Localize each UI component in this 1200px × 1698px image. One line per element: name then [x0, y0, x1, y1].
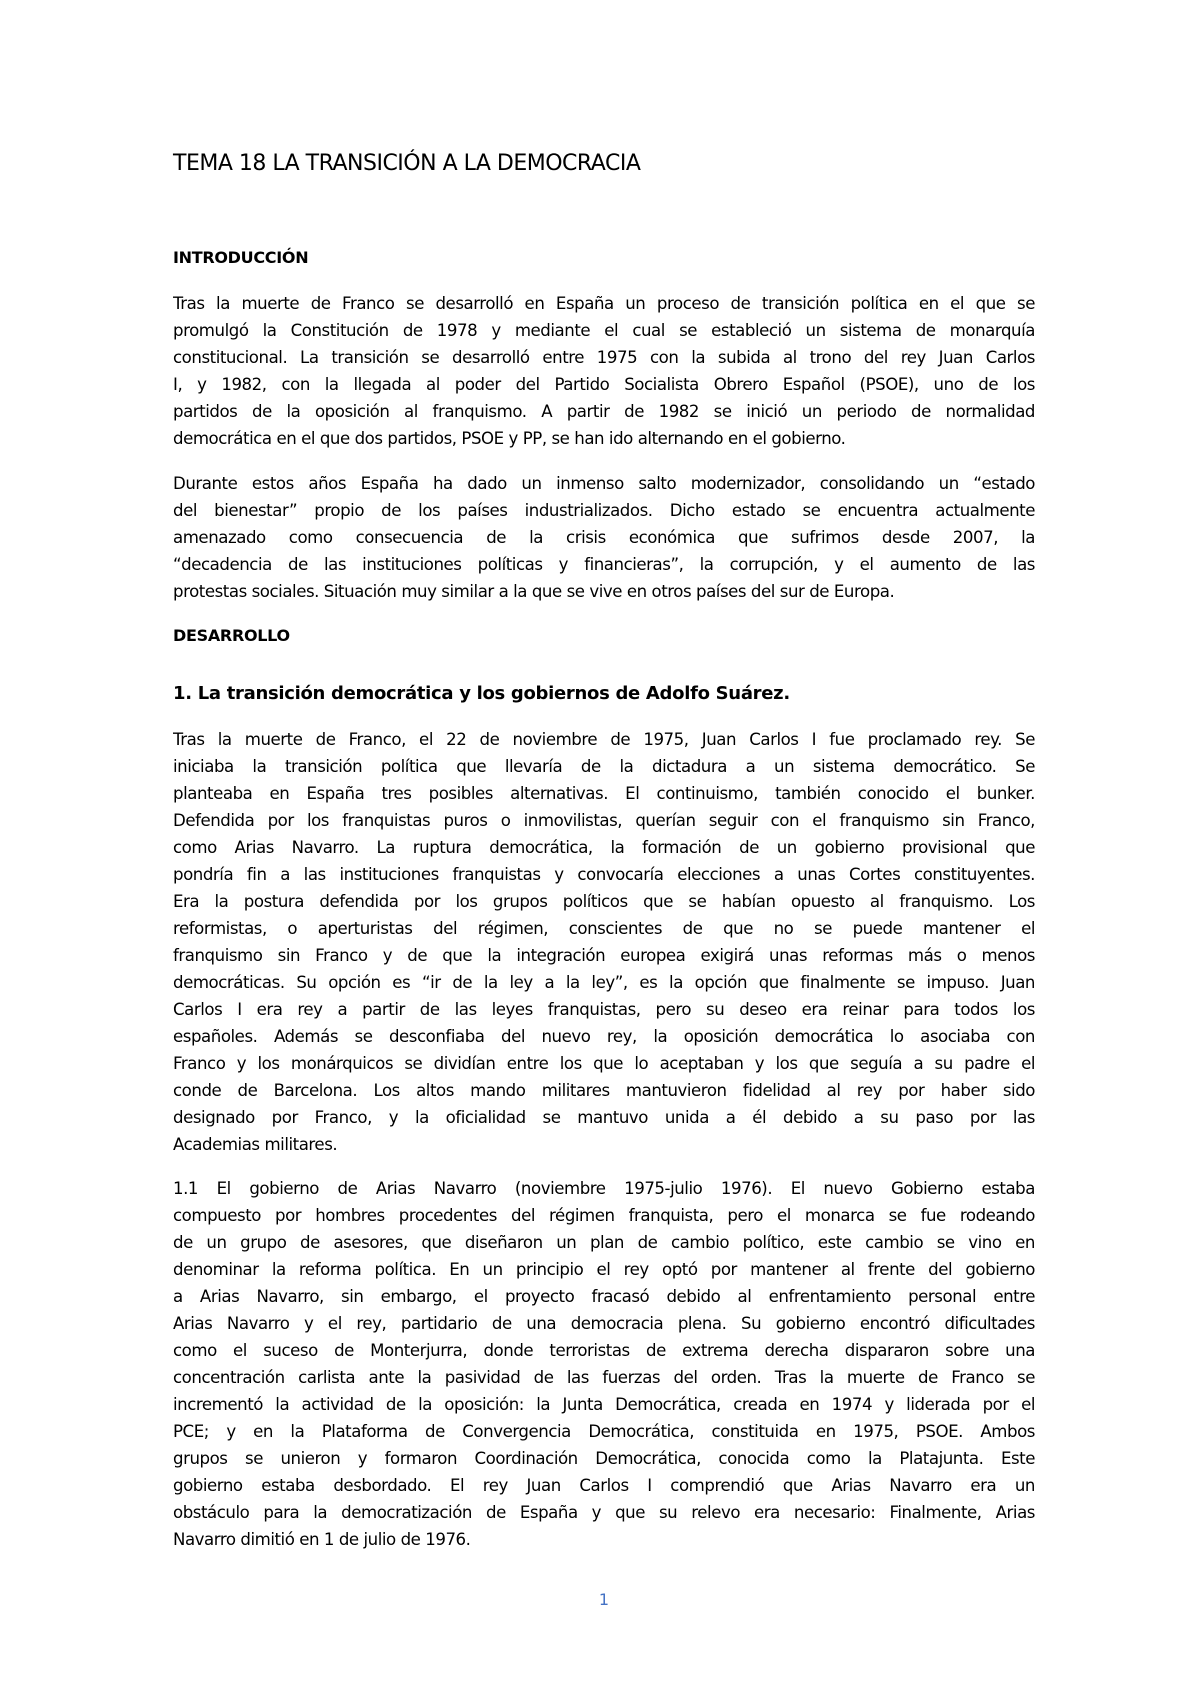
text-line: como el suceso de Monterjurra, donde terroristas de extrema derecha dispararon sobre una	[173, 1341, 1035, 1360]
document-title: TEMA 18 LA TRANSICIÓN A LA DEMOCRACIA	[173, 151, 641, 176]
intro-heading: INTRODUCCIÓN	[173, 248, 309, 267]
text-line: Durante estos años España ha dado un inmenso salto modernizador, consolidando un “estado	[173, 474, 1035, 493]
text-line: a Arias Navarro, sin embargo, el proyecto fracasó debido al enfrentamiento personal entre	[173, 1287, 1035, 1306]
text-line: protestas sociales. Situación muy similar a la que se vive en otros países del sur de Europa.	[173, 582, 895, 601]
section-1-paragraph-1	[173, 726, 1035, 1158]
text-line: Era la postura defendida por los grupos políticos que se habían opuesto al franquismo. Los	[173, 892, 1035, 911]
text-line: Tras la muerte de Franco se desarrolló en España un proceso de transición política en el que se	[173, 294, 1035, 313]
text-line: de un grupo de asesores, que diseñaron un plan de cambio político, este cambio se vino en	[173, 1233, 1035, 1252]
text-line: Navarro dimitió en 1 de julio de 1976.	[173, 1530, 471, 1549]
text-line: obstáculo para la democratización de España y que su relevo era necesario: Finalmente, Arias	[173, 1503, 1035, 1522]
text-line: españoles. Además se desconfiaba del nuevo rey, la oposición democrática lo asociaba con	[173, 1027, 1035, 1046]
intro-paragraph-2	[173, 470, 1035, 605]
section-1-heading: 1. La transición democrática y los gobiernos de Adolfo Suárez.	[173, 683, 790, 704]
text-line: iniciaba la transición política que llevaría de la dictadura a un sistema democrático. Se	[173, 757, 1035, 776]
text-line: reformistas, o aperturistas del régimen, conscientes de que no se puede mantener el	[173, 919, 1035, 938]
text-line: I, y 1982, con la llegada al poder del Partido Socialista Obrero Español (PSOE), uno de los	[173, 375, 1035, 394]
text-line: pondría fin a las instituciones franquistas y convocaría elecciones a unas Cortes constituyentes.	[173, 865, 1035, 884]
text-line: partidos de la oposición al franquismo. A partir de 1982 se inició un periodo de normalidad	[173, 402, 1035, 421]
text-line: democráticas. Su opción es “ir de la ley a la ley”, es la opción que finalmente se impuso. Juan	[173, 973, 1035, 992]
text-line: promulgó la Constitución de 1978 y mediante el cual se estableció un sistema de monarquía	[173, 321, 1035, 340]
text-line: como Arias Navarro. La ruptura democrática, la formación de un gobierno provisional que	[173, 838, 1035, 857]
desarrollo-heading: DESARROLLO	[173, 626, 290, 645]
text-line: 1.1 El gobierno de Arias Navarro (noviembre 1975-julio 1976). El nuevo Gobierno estaba	[173, 1179, 1035, 1198]
text-line: denominar la reforma política. En un principio el rey optó por mantener al frente del gobierno	[173, 1260, 1035, 1279]
text-line: compuesto por hombres procedentes del régimen franquista, pero el monarca se fue rodeando	[173, 1206, 1035, 1225]
text-line: Academias militares.	[173, 1135, 338, 1154]
document-page	[173, 0, 1035, 1698]
text-line: Franco y los monárquicos se dividían entre los que lo aceptaban y los que seguía a su padre el	[173, 1054, 1035, 1073]
text-line: democrática en el que dos partidos, PSOE y PP, se han ido alternando en el gobierno.	[173, 429, 846, 448]
section-1-1-paragraph	[173, 1175, 1035, 1553]
text-line: Tras la muerte de Franco, el 22 de noviembre de 1975, Juan Carlos I fue proclamado rey. Se	[173, 730, 1035, 749]
text-line: incrementó la actividad de la oposición: la Junta Democrática, creada en 1974 y liderada por el	[173, 1395, 1035, 1414]
page-number: 1	[598, 1590, 610, 1609]
text-line: franquismo sin Franco y de que la integración europea exigirá unas reformas más o menos	[173, 946, 1035, 965]
text-line: conde de Barcelona. Los altos mando militares mantuvieron fidelidad al rey por haber sido	[173, 1081, 1035, 1100]
text-line: amenazado como consecuencia de la crisis económica que sufrimos desde 2007, la	[173, 528, 1035, 547]
text-line: designado por Franco, y la oficialidad se mantuvo unida a él debido a su paso por las	[173, 1108, 1035, 1127]
text-line: PCE; y en la Plataforma de Convergencia Democrática, constituida en 1975, PSOE. Ambos	[173, 1422, 1035, 1441]
text-line: Arias Navarro y el rey, partidario de una democracia plena. Su gobierno encontró dificultades	[173, 1314, 1035, 1333]
text-line: constitucional. La transición se desarrolló entre 1975 con la subida al trono del rey Juan Carlos	[173, 348, 1035, 367]
text-line: gobierno estaba desbordado. El rey Juan Carlos I comprendió que Arias Navarro era un	[173, 1476, 1035, 1495]
text-line: del bienestar” propio de los países industrializados. Dicho estado se encuentra actualmente	[173, 501, 1035, 520]
text-line: planteaba en España tres posibles alternativas. El continuismo, también conocido el bunker.	[173, 784, 1035, 803]
intro-paragraph-1	[173, 290, 1035, 452]
text-line: Carlos I era rey a partir de las leyes franquistas, pero su deseo era reinar para todos los	[173, 1000, 1035, 1019]
text-line: concentración carlista ante la pasividad de las fuerzas del orden. Tras la muerte de Franco se	[173, 1368, 1035, 1387]
text-line: Defendida por los franquistas puros o inmovilistas, querían seguir con el franquismo sin Franco,	[173, 811, 1035, 830]
text-line: “decadencia de las instituciones políticas y financieras”, la corrupción, y el aumento de las	[173, 555, 1035, 574]
text-line: grupos se unieron y formaron Coordinación Democrática, conocida como la Platajunta. Este	[173, 1449, 1035, 1468]
